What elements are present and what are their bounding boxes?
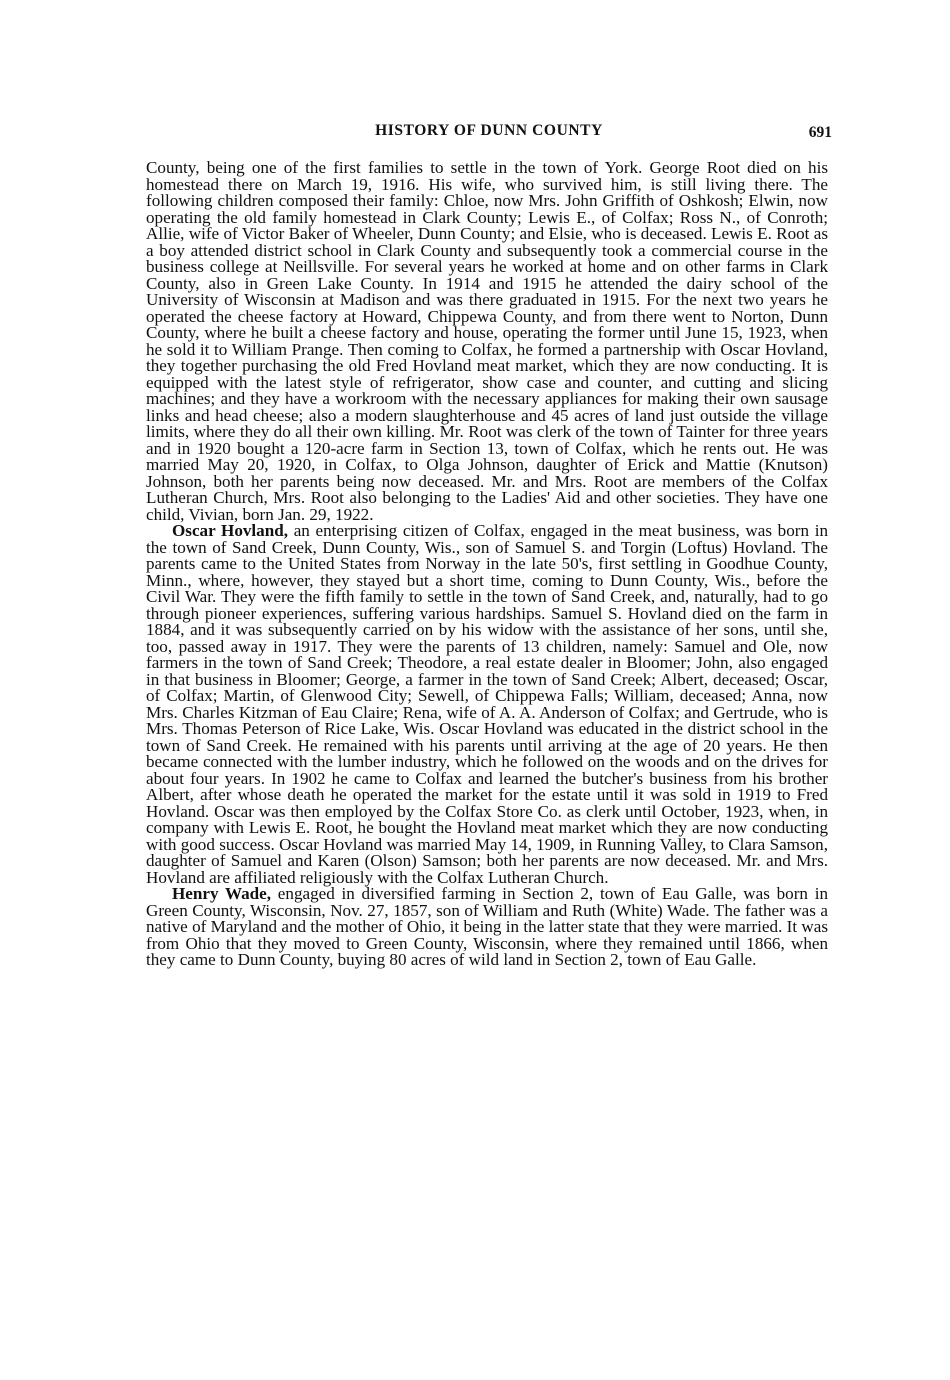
running-title: HISTORY OF DUNN COUNTY <box>375 122 603 139</box>
entry-name: Oscar Hovland, <box>172 521 289 540</box>
paragraph-text: engaged in diversified farming in Section 2, town of Eau Galle, was born in Green County, Wisconsin, Nov. 27, 1857, son of William and Ruth (White) Wade. The father was a native of Maryland and the mother of Ohio, it being in the latter state that they were married. It was from Ohio that they moved to Green County, Wisconsin, where they remained until 1866, when they came to Dunn County, buying 80 acres of wild land in Section 2, town of Eau Galle. <box>146 884 828 969</box>
page-number: 691 <box>808 124 832 141</box>
body-text <box>146 160 828 969</box>
paragraph-text: an enterprising citizen of Colfax, engaged in the meat business, was born in the town of Sand Creek, Dunn County, Wis., son of Samuel S. and Torgin (Loftus) Hovland. The parents came to the United States from Norway in the late 50's, first settling in Goodhue County, Minn., where, however, they stayed but a short time, coming to Dunn County, Wis., before the Civil War. They were the fifth family to settle in the town of Sand Creek, and, naturally, had to go through pioneer experiences, suffering various hardships. Samuel S. Hovland died on the farm in 1884, and it was subsequently carried on by his widow with the assistance of her sons, until she, too, passed away in 1917. They were the parents of 13 children, namely: Samuel and Ole, now farmers in the town of Sand Creek; Theodore, a real estate dealer in Bloomer; John, also engaged in that business in Bloomer; George, a farmer in the town of Sand Creek; Albert, deceased; Oscar, of Colfax; Martin, of Glenwood City; Sewell, of Chippewa Falls; William, deceased; Anna, now Mrs. Charles Kitzman of Eau Claire; Rena, wife of A. A. Anderson of Colfax; and Gertrude, who is Mrs. Thomas Peterson of Rice Lake, Wis. Oscar Hovland was educated in the district school in the town of Sand Creek. He remained with his parents until arriving at the age of 20 years. He then became connected with the lumber industry, which he followed on the woods and on the drives for about four years. In 1902 he came to Colfax and learned the butcher's business from his brother Albert, after whose death he operated the market for the estate until it was sold in 1919 to Fred Hovland. Oscar was then employed by the Colfax Store Co. as clerk until October, 1923, when, in company with Lewis E. Root, he bought the Hovland meat market which they are now conducting with good success. Oscar Hovland was married May 14, 1909, in Running Valley, to Clara Samson, daughter of Samuel and Karen (Olson) Samson; both her parents are now deceased. Mr. and Mrs. Hovland are affiliated religiously with the Colfax Lutheran Church. <box>146 521 828 887</box>
running-head <box>146 122 832 144</box>
paragraph-oscar-hovland <box>146 523 828 886</box>
paragraph-root-continued <box>146 160 828 523</box>
paragraph-henry-wade <box>146 886 828 969</box>
paragraph-text: County, being one of the first families to settle in the town of York. George Root died on his homestead there on March 19, 1916. His wife, who survived him, is still living there. The following children composed their family: Chloe, now Mrs. John Griffith of Oshkosh; Elwin, now operating the old family homestead in Clark County; Lewis E., of Colfax; Ross N., of Conroth; Allie, wife of Victor Baker of Wheeler, Dunn County; and Elsie, who is deceased. Lewis E. Root as a boy attended district school in Clark County and subsequently took a commercial course in the business college at Neillsville. For several years he worked at home and on other farms in Clark County, also in Green Lake County. In 1914 and 1915 he attended the dairy school of the University of Wisconsin at Madison and was there graduated in 1915. For the next two years he operated the cheese factory at Howard, Chippewa County, and from there went to Norton, Dunn County, where he built a cheese factory and house, operating the former until June 15, 1923, when he sold it to William Prange. Then coming to Colfax, he formed a partnership with Oscar Hovland, they together purchasing the old Fred Hovland meat market, which they are now conducting. It is equipped with the latest style of refrigerator, show case and counter, and cutting and slicing machines; and they have a workroom with the necessary appliances for making their own sausage links and head cheese; also a modern slaughterhouse and 45 acres of land just outside the village limits, where they do all their own killing. Mr. Root was clerk of the town of Tainter for three years and in 1920 bought a 120-acre farm in Section 13, town of Colfax, which he rents out. He was married May 20, 1920, in Colfax, to Olga Johnson, daughter of Erick and Mattie (Knutson) Johnson, both her parents being now deceased. Mr. and Mrs. Root are members of the Colfax Lutheran Church, Mrs. Root also belonging to the Ladies' Aid and other societies. They have one child, Vivian, born Jan. 29, 1922. <box>146 158 828 524</box>
entry-name: Henry Wade, <box>172 884 272 903</box>
